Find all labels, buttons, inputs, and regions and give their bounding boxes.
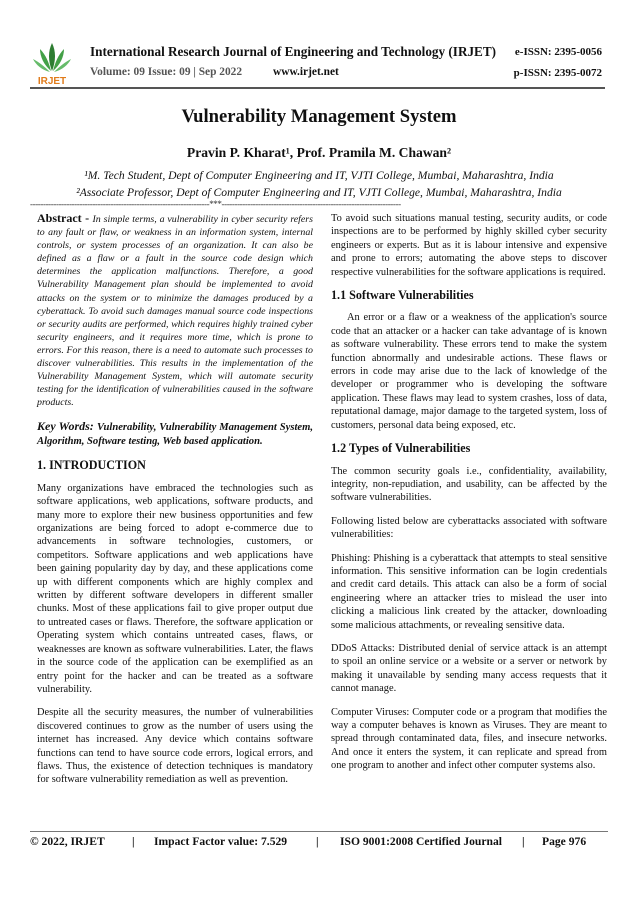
abstract [37,212,313,409]
irjet-logo [30,41,74,87]
footer-divider-2: | [316,835,319,848]
left-column [37,212,313,797]
footer-rule [30,831,608,832]
section-1-2-paragraph-2: Following listed below are cyberattacks associated with software vulnerabilities: [331,515,607,541]
paper-title: Vulnerability Management System [181,106,457,127]
intro-paragraph-2: Despite all the security measures, the number of vulnerabilities discovered continues to grow as the number of users using the internet has increased. Any device which contains software functions can tend to have source code errors, logical errors, and flaws. Thus, the existence of detection techniques is mandatory for software vulnerability remediation as well as prevention. [37,707,313,786]
section-separator: ---------------------------------------------------------------------***--------------------------------------------------------------------- [30,199,401,209]
keywords [37,419,313,449]
section-1-1-heading: 1.1 Software Vulnerabilities [331,288,474,303]
intro-paragraph-1: Many organizations have embraced the technologies such as software applications, web applications, software products, and many more to explore their new business opportunities and few organizations are being forced to adopt e-commerce due to advancements in software technologies, customers, or competitors. Software applications and web applications have been gaining popularity day by day, and these applications come up with different components which are highly complex and written by different software developers in different smaller chunks. Most of these applications fail to give proper output due to untreated cases or flaws. Therefore, the software application or Operating system which contains untreated cases, flaws, or weaknesses are known as software vulnerabilities. Later, the flaws in the source code of the application can be exemplified as an entry point for the hacker and can be treated as a software vulnerability. [37,482,313,695]
footer-impact-factor: Impact Factor value: 7.529 [154,835,288,848]
intro-heading: 1. INTRODUCTION [37,458,146,473]
authors: Pravin P. Kharat¹, Prof. Pramila M. Chawan² [186,145,452,160]
header-rule [30,87,605,89]
p-issn: p-ISSN: 2395-0072 [513,67,602,79]
keywords-text: Vulnerability, Vulnerability Management System, Algorithm, Software testing, Web based application. [37,422,313,448]
keywords-heading: Key Words: [37,419,97,434]
footer-divider-1: | [132,835,135,848]
ddos-paragraph: DDoS Attacks: Distributed denial of service attack is an attempt to spoil an online service or a website or a server or network by making it unavailable by sending many access requests that it cannot manage. [331,642,607,695]
section-1-2-paragraph-1: The common security goals i.e., confidentiality, availability, integrity, non-repudiation, and usability, can be affected by the software vulnerabilities. [331,465,607,504]
phishing-paragraph: Phishing: Phishing is a cyberattack that attempts to steal sensitive information. This sensitive information can be login credentials and credit card details. This attack can also be a form of social engineering where an attacker tries to mislead the user into clicking a malicious link created by the attacker, downloading some malicious attachments, or revealing sensitive data. [331,552,607,631]
footer-divider-3: | [522,835,525,848]
abstract-heading: Abstract - [37,211,93,225]
section-1-1-paragraph: An error or a flaw or a weakness of the application's source code that an attacker or a hacker can take advantage of is known as software vulnerability. These errors tend to make the system function abnormally and undesirable actions. These flaws or errors in code may arise due to the lack of knowledge of the developer or programmer who is developing the software application. These flaws may lead to system crashes, loss of data, reputational damage, major damage to the targeted system, loss of customers, personal data being exposed, etc. [331,312,607,431]
footer-page-number: Page 976 [542,835,587,848]
e-issn: e-ISSN: 2395-0056 [514,46,602,58]
page-header [0,0,638,86]
journal-website: www.irjet.net [273,66,339,78]
volume-issue: Volume: 09 Issue: 09 | Sep 2022 [90,66,243,78]
section-1-2-heading: 1.2 Types of Vulnerabilities [331,441,471,456]
right-column [331,212,607,783]
abstract-text: In simple terms, a vulnerability in cyber security refers to any fault or flaw, or weakness in an information system, internal controls, or system processes of an organization. It can also be defined as a flaw or a fault in the source code design which determines the application malfunctions. Therefore, a good Vulnerability Management plan should be implemented to avoid attacks on the system or to minimize the damages produced by a cyberattack. To avoid such damages manual source code inspections or security audits are performed, which requires highly trained cyber security engineers, and it requires more time, which is prone to errors. For this reason, there is a need to automate such processes to discover vulnerabilities. This results in the implementation of the Vulnerability Management System, which will automate security testing for the identification of vulnerabilities caused in the software products. [37,214,313,409]
footer-iso: ISO 9001:2008 Certified Journal [340,835,502,848]
journal-name: International Research Journal of Engineering and Technology (IRJET) [90,44,497,59]
intro-paragraph-3: To avoid such situations manual testing, security audits, or code inspections are to be performed by highly skilled cyber security engineers or experts. But as it is labour intensive and expensive and prone to errors; automating the above steps to discover respective vulnerabilities for the software applications is required. [331,213,607,278]
logo-text: IRJET [37,76,67,87]
footer-copyright: © 2022, IRJET [30,835,105,848]
affiliation-2: ²Associate Professor, Dept of Computer Engineering and IT, VJTI College, Mumbai, Maharashtra, India [76,186,562,199]
virus-paragraph: Computer Viruses: Computer code or a program that modifies the way a computer behaves is known as Viruses. They are meant to spread through contaminated data, files, and insecure networks. And once it enters the system, it can replicate and spread from one program to another and infect other computer systems also. [331,706,607,772]
affiliation-1: ¹M. Tech Student, Dept of Computer Engineering and IT, VJTI College, Mumbai, Maharashtra, India [84,169,554,182]
